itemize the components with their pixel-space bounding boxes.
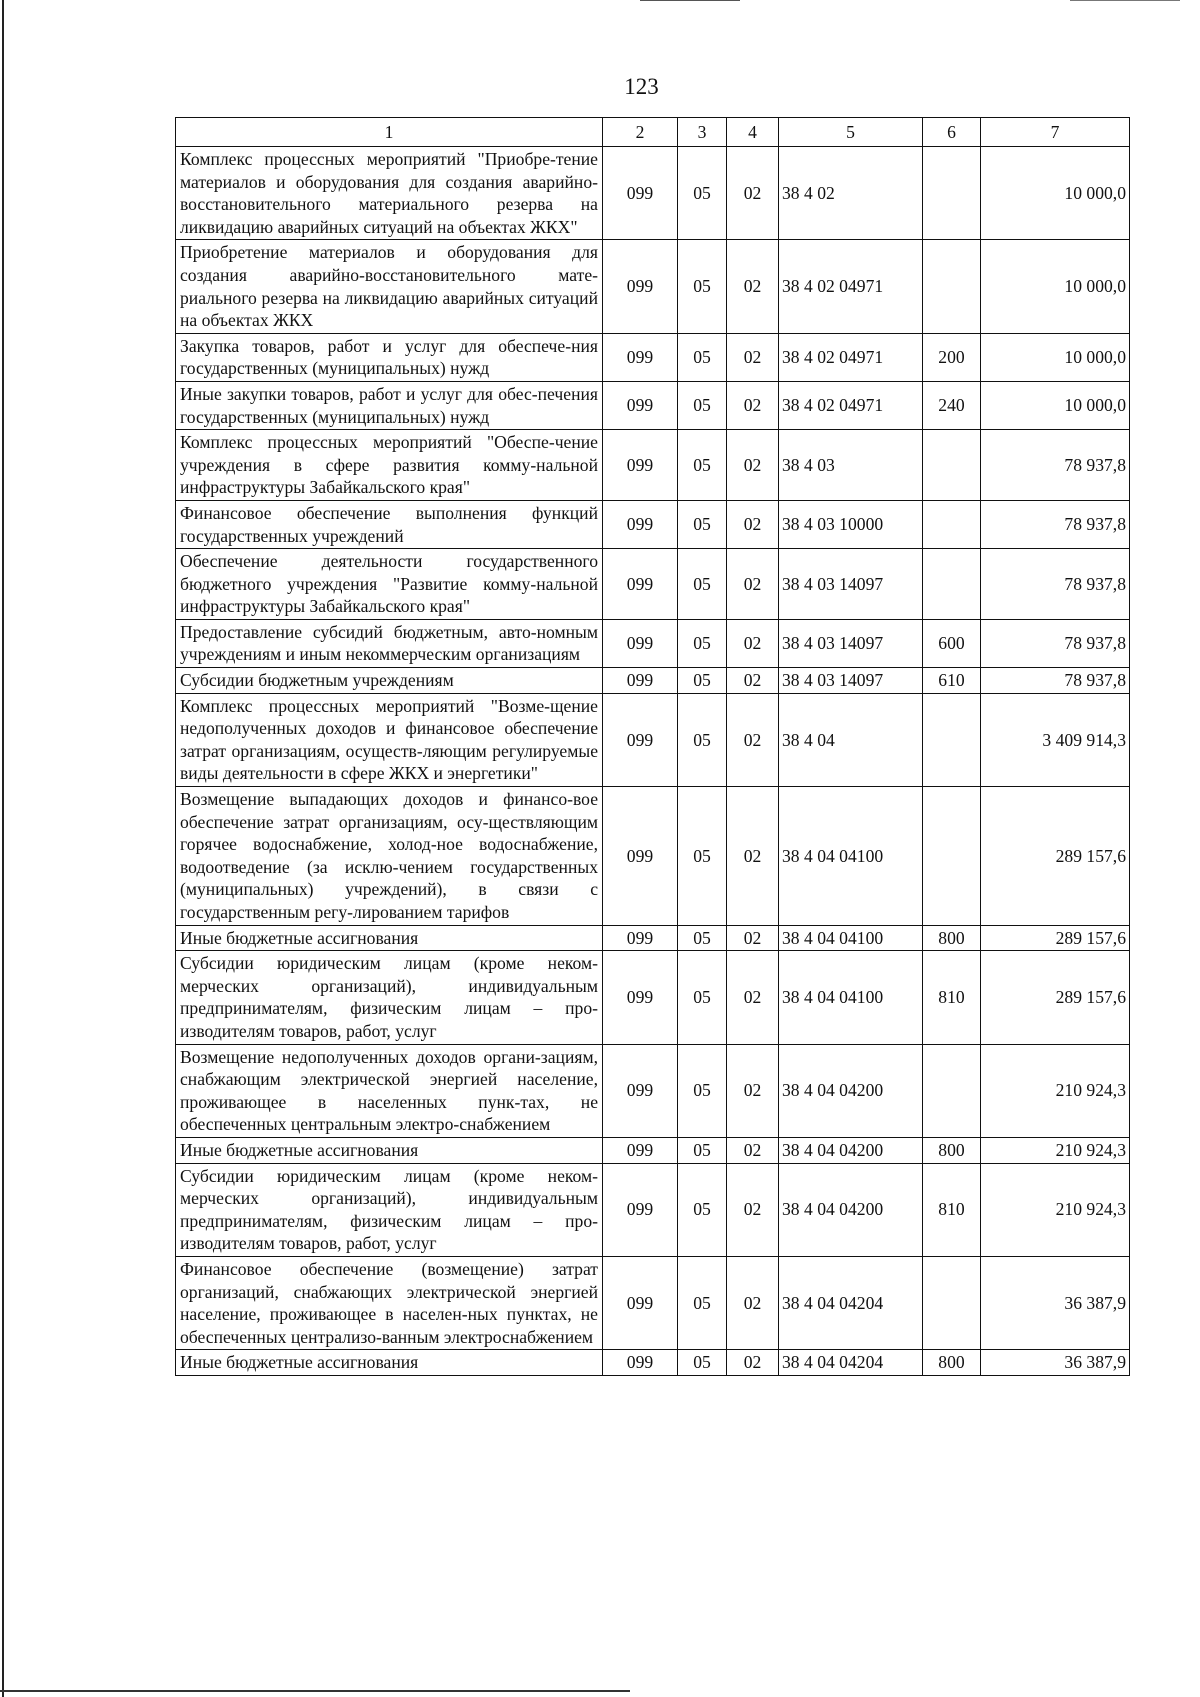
cell-gr: 099 — [603, 925, 678, 951]
cell-rz: 05 — [678, 925, 727, 951]
cell-pr: 02 — [727, 1350, 779, 1376]
table-row — [176, 500, 1130, 548]
budget-table — [175, 117, 1130, 1376]
table-row — [176, 549, 1130, 620]
cell-rz: 05 — [678, 381, 727, 429]
cell-sum: 289 157,6 — [981, 925, 1130, 951]
cell-rz: 05 — [678, 1350, 727, 1376]
cell-pr: 02 — [727, 925, 779, 951]
scan-left-edge — [2, 0, 4, 1697]
table-row — [176, 951, 1130, 1044]
column-header: 4 — [727, 118, 779, 147]
cell-sum: 10 000,0 — [981, 240, 1130, 333]
row-description: Возмещение выпадающих доходов и финансо-вое обеспечение затрат организациям, осу-ществляющим горячее водоснабжение, холод-ное водоснабжение, водоотведение (за исклю-чением государственных (муниципальных) учреждений), в связи с государственным регу-лированием тарифов — [176, 787, 603, 926]
cell-sum: 36 387,9 — [981, 1350, 1130, 1376]
cell-vr: 810 — [923, 1163, 981, 1256]
cell-csr: 38 4 04 04100 — [779, 787, 923, 926]
cell-pr: 02 — [727, 1137, 779, 1163]
cell-vr: 800 — [923, 1350, 981, 1376]
cell-vr — [923, 240, 981, 333]
table-row — [176, 430, 1130, 501]
table-row — [176, 1137, 1130, 1163]
cell-pr: 02 — [727, 500, 779, 548]
cell-rz: 05 — [678, 333, 727, 381]
cell-rz: 05 — [678, 693, 727, 786]
cell-vr — [923, 500, 981, 548]
cell-gr: 099 — [603, 500, 678, 548]
cell-csr: 38 4 04 04200 — [779, 1137, 923, 1163]
cell-csr: 38 4 04 04204 — [779, 1256, 923, 1349]
cell-rz: 05 — [678, 619, 727, 667]
cell-vr — [923, 430, 981, 501]
table-row — [176, 147, 1130, 240]
row-description: Иные бюджетные ассигнования — [176, 925, 603, 951]
row-description: Комплекс процессных мероприятий "Обеспе-чение учреждения в сфере развития комму-нальной инфраструктуры Забайкальского края" — [176, 430, 603, 501]
cell-pr: 02 — [727, 333, 779, 381]
cell-csr: 38 4 02 04971 — [779, 240, 923, 333]
column-header: 1 — [176, 118, 603, 147]
table-row — [176, 1163, 1130, 1256]
table-row — [176, 240, 1130, 333]
scan-top-mark — [640, 0, 740, 1]
cell-gr: 099 — [603, 693, 678, 786]
cell-gr: 099 — [603, 787, 678, 926]
cell-rz: 05 — [678, 549, 727, 620]
row-description: Предоставление субсидий бюджетным, авто-номным учреждениям и иным некоммерческим организациям — [176, 619, 603, 667]
table-row — [176, 668, 1130, 694]
cell-pr: 02 — [727, 668, 779, 694]
row-description: Иные закупки товаров, работ и услуг для обес-печения государственных (муниципальных) нужд — [176, 381, 603, 429]
cell-sum: 78 937,8 — [981, 619, 1130, 667]
cell-csr: 38 4 03 14097 — [779, 619, 923, 667]
row-description: Комплекс процессных мероприятий "Приобре-тение материалов и оборудования для создания аварийно-восстановительного материального резерва на ликвидацию аварийных ситуаций на объектах ЖКХ" — [176, 147, 603, 240]
cell-csr: 38 4 04 — [779, 693, 923, 786]
column-header: 7 — [981, 118, 1130, 147]
cell-sum: 78 937,8 — [981, 549, 1130, 620]
cell-gr: 099 — [603, 1137, 678, 1163]
row-description: Финансовое обеспечение (возмещение) затрат организаций, снабжающих электрической энергией население, проживающее в населен-ных пунктах, не обеспеченных централизо-ванным электроснабжением — [176, 1256, 603, 1349]
cell-sum: 210 924,3 — [981, 1044, 1130, 1137]
cell-gr: 099 — [603, 1044, 678, 1137]
table-row — [176, 693, 1130, 786]
cell-sum: 289 157,6 — [981, 951, 1130, 1044]
cell-vr: 810 — [923, 951, 981, 1044]
row-description: Приобретение материалов и оборудования для создания аварийно-восстановительного мате-риального резерва на ликвидацию аварийных ситуаций на объектах ЖКХ — [176, 240, 603, 333]
row-description: Комплекс процессных мероприятий "Возме-щение недополученных доходов и финансовое обеспечение затрат организациям, осуществ-ляющим регулируемые виды деятельности в сфере ЖКХ и энергетики" — [176, 693, 603, 786]
cell-pr: 02 — [727, 381, 779, 429]
cell-vr: 240 — [923, 381, 981, 429]
cell-csr: 38 4 03 14097 — [779, 668, 923, 694]
cell-rz: 05 — [678, 500, 727, 548]
cell-csr: 38 4 04 04200 — [779, 1044, 923, 1137]
table-body — [176, 147, 1130, 1376]
scan-top-mark — [1070, 0, 1180, 1]
cell-vr — [923, 147, 981, 240]
row-description: Финансовое обеспечение выполнения функций государственных учреждений — [176, 500, 603, 548]
cell-rz: 05 — [678, 1256, 727, 1349]
cell-rz: 05 — [678, 1137, 727, 1163]
cell-sum: 3 409 914,3 — [981, 693, 1130, 786]
scan-bottom-edge — [0, 1690, 630, 1692]
cell-gr: 099 — [603, 1163, 678, 1256]
cell-sum: 210 924,3 — [981, 1163, 1130, 1256]
cell-pr: 02 — [727, 240, 779, 333]
cell-gr: 099 — [603, 951, 678, 1044]
column-header: 2 — [603, 118, 678, 147]
cell-sum: 289 157,6 — [981, 787, 1130, 926]
cell-rz: 05 — [678, 668, 727, 694]
cell-vr: 600 — [923, 619, 981, 667]
cell-gr: 099 — [603, 668, 678, 694]
cell-csr: 38 4 03 — [779, 430, 923, 501]
cell-rz: 05 — [678, 430, 727, 501]
table-row — [176, 619, 1130, 667]
cell-pr: 02 — [727, 1044, 779, 1137]
table-row — [176, 787, 1130, 926]
row-description: Субсидии юридическим лицам (кроме неком-мерческих организаций), индивидуальным предпринимателям, физическим лицам – про-изводителям товаров, работ, услуг — [176, 1163, 603, 1256]
table-header-row — [176, 118, 1130, 147]
row-description: Субсидии бюджетным учреждениям — [176, 668, 603, 694]
cell-vr: 610 — [923, 668, 981, 694]
cell-csr: 38 4 04 04204 — [779, 1350, 923, 1376]
cell-vr — [923, 693, 981, 786]
row-description: Закупка товаров, работ и услуг для обеспече-ния государственных (муниципальных) нужд — [176, 333, 603, 381]
cell-sum: 210 924,3 — [981, 1137, 1130, 1163]
row-description: Иные бюджетные ассигнования — [176, 1350, 603, 1376]
cell-pr: 02 — [727, 147, 779, 240]
cell-csr: 38 4 04 04100 — [779, 925, 923, 951]
cell-pr: 02 — [727, 951, 779, 1044]
cell-sum: 10 000,0 — [981, 381, 1130, 429]
column-header: 5 — [779, 118, 923, 147]
cell-csr: 38 4 02 04971 — [779, 333, 923, 381]
row-description: Иные бюджетные ассигнования — [176, 1137, 603, 1163]
cell-vr — [923, 787, 981, 926]
cell-csr: 38 4 02 04971 — [779, 381, 923, 429]
cell-gr: 099 — [603, 381, 678, 429]
cell-gr: 099 — [603, 1256, 678, 1349]
cell-sum: 10 000,0 — [981, 333, 1130, 381]
cell-vr — [923, 549, 981, 620]
table-row — [176, 381, 1130, 429]
cell-sum: 36 387,9 — [981, 1256, 1130, 1349]
cell-rz: 05 — [678, 1044, 727, 1137]
cell-rz: 05 — [678, 787, 727, 926]
cell-vr: 800 — [923, 925, 981, 951]
cell-pr: 02 — [727, 549, 779, 620]
cell-sum: 10 000,0 — [981, 147, 1130, 240]
cell-gr: 099 — [603, 549, 678, 620]
cell-rz: 05 — [678, 951, 727, 1044]
cell-pr: 02 — [727, 619, 779, 667]
table-row — [176, 1350, 1130, 1376]
table-row — [176, 333, 1130, 381]
row-description: Обеспечение деятельности государственного бюджетного учреждения "Развитие комму-нальной инфраструктуры Забайкальского края" — [176, 549, 603, 620]
cell-csr: 38 4 04 04100 — [779, 951, 923, 1044]
cell-csr: 38 4 03 10000 — [779, 500, 923, 548]
cell-vr — [923, 1256, 981, 1349]
cell-pr: 02 — [727, 787, 779, 926]
page-number: 123 — [624, 74, 659, 99]
cell-sum: 78 937,8 — [981, 500, 1130, 548]
cell-gr: 099 — [603, 147, 678, 240]
column-header: 3 — [678, 118, 727, 147]
cell-pr: 02 — [727, 1163, 779, 1256]
cell-csr: 38 4 03 14097 — [779, 549, 923, 620]
cell-sum: 78 937,8 — [981, 430, 1130, 501]
cell-gr: 099 — [603, 333, 678, 381]
cell-rz: 05 — [678, 1163, 727, 1256]
table-row — [176, 925, 1130, 951]
cell-gr: 099 — [603, 430, 678, 501]
cell-vr: 200 — [923, 333, 981, 381]
cell-pr: 02 — [727, 693, 779, 786]
cell-gr: 099 — [603, 1350, 678, 1376]
cell-csr: 38 4 04 04200 — [779, 1163, 923, 1256]
cell-rz: 05 — [678, 240, 727, 333]
cell-vr: 800 — [923, 1137, 981, 1163]
cell-gr: 099 — [603, 240, 678, 333]
cell-sum: 78 937,8 — [981, 668, 1130, 694]
column-header: 6 — [923, 118, 981, 147]
cell-gr: 099 — [603, 619, 678, 667]
cell-pr: 02 — [727, 1256, 779, 1349]
row-description: Субсидии юридическим лицам (кроме неком-мерческих организаций), индивидуальным предпринимателям, физическим лицам – про-изводителям товаров, работ, услуг — [176, 951, 603, 1044]
table-row — [176, 1044, 1130, 1137]
cell-vr — [923, 1044, 981, 1137]
cell-pr: 02 — [727, 430, 779, 501]
cell-csr: 38 4 02 — [779, 147, 923, 240]
table-row — [176, 1256, 1130, 1349]
row-description: Возмещение недополученных доходов органи-зациям, снабжающим электрической энергией население, проживающее в населенных пунк-тах, не обеспеченных центральным электро-снабжением — [176, 1044, 603, 1137]
cell-rz: 05 — [678, 147, 727, 240]
